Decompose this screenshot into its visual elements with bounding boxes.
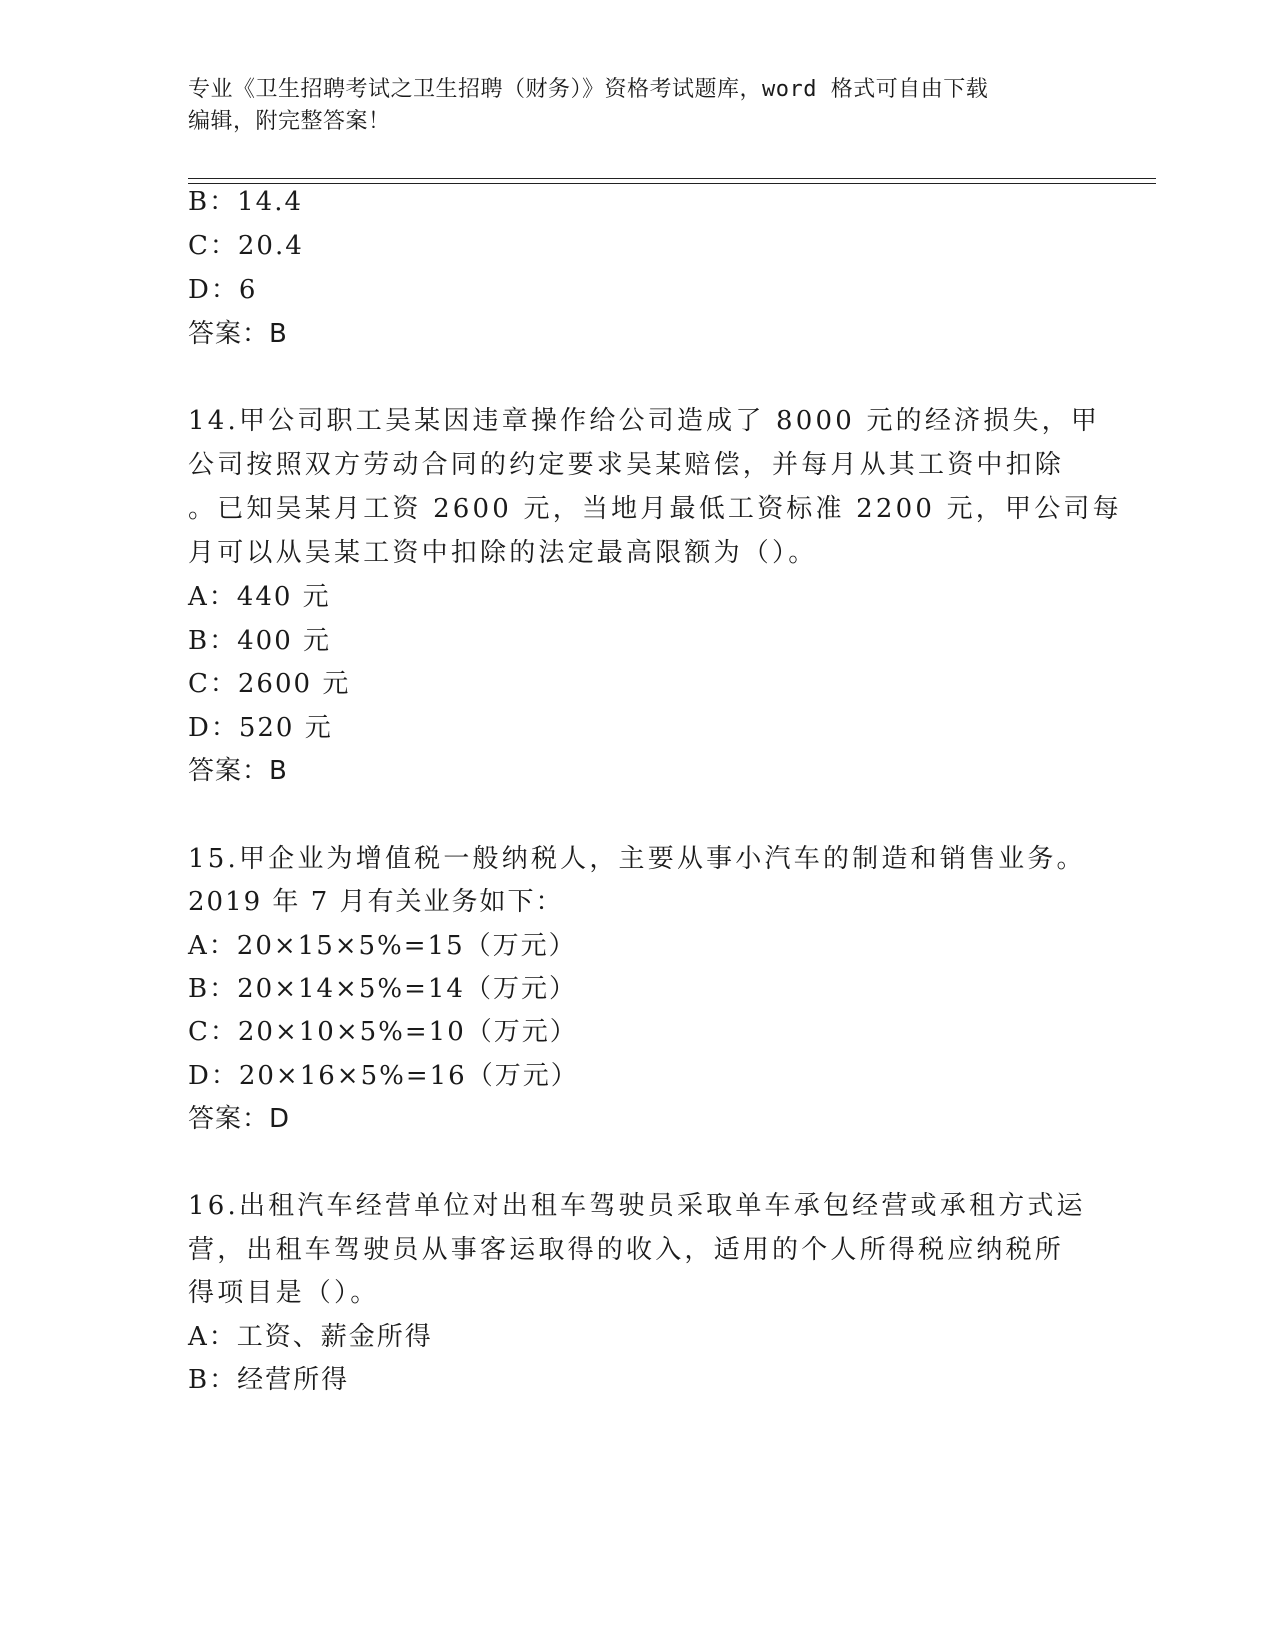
q13-option-d: D：6 xyxy=(188,275,258,305)
q16-option-a: A：工资、薪金所得 xyxy=(188,1322,433,1352)
q16-option-b: B：经营所得 xyxy=(188,1365,350,1395)
document-header xyxy=(188,74,1088,138)
q15-option-a: A：20×15×5%=15（万元） xyxy=(188,931,577,961)
header-line-1: 专业《卫生招聘考试之卫生招聘（财务）》资格考试题库，word 格式可自由下载 xyxy=(188,77,989,102)
q13-answer: 答案：B xyxy=(188,319,288,349)
q14-stem-line-1: 14.甲公司职工吴某因违章操作给公司造成了 8000 元的经济损失，甲 xyxy=(188,406,1101,436)
q15-stem-line-1: 15.甲企业为增值税一般纳税人，主要从事小汽车的制造和销售业务。 xyxy=(188,844,1086,874)
q14-option-b: B：400 元 xyxy=(188,626,331,656)
q14-answer: 答案：B xyxy=(188,756,288,786)
header-rule-bottom xyxy=(188,183,1156,184)
q13-option-c: C：20.4 xyxy=(188,231,304,261)
header-line-2: 编辑，附完整答案！ xyxy=(188,109,391,134)
q14-stem-line-3: 。已知吴某月工资 2600 元，当地月最低工资标准 2200 元，甲公司每 xyxy=(188,494,1122,524)
q16-stem-line-2: 营，出租车驾驶员从事客运取得的收入，适用的个人所得税应纳税所 xyxy=(188,1235,1065,1265)
q14-option-a: A：440 元 xyxy=(188,582,331,612)
q15-stem-line-2: 2019 年 7 月有关业务如下： xyxy=(188,887,564,917)
q15-option-c: C：20×10×5%=10（万元） xyxy=(188,1017,578,1047)
q14-option-d: D：520 元 xyxy=(188,713,333,743)
q14-option-c: C：2600 元 xyxy=(188,669,351,699)
q14-stem-line-2: 公司按照双方劳动合同的约定要求吴某赔偿，并每月从其工资中扣除 xyxy=(188,450,1065,480)
q14-stem-line-4: 月可以从吴某工资中扣除的法定最高限额为（）。 xyxy=(188,538,818,568)
q16-stem-line-1: 16.出租汽车经营单位对出租车驾驶员采取单车承包经营或承租方式运 xyxy=(188,1191,1086,1221)
q13-option-b: B：14.4 xyxy=(188,187,303,217)
q15-option-d: D：20×16×5%=16（万元） xyxy=(188,1061,579,1091)
q15-answer: 答案：D xyxy=(188,1104,291,1134)
header-rule-top xyxy=(188,178,1156,179)
q15-option-b: B：20×14×5%=14（万元） xyxy=(188,974,577,1004)
q16-stem-line-3: 得项目是（）。 xyxy=(188,1278,380,1308)
